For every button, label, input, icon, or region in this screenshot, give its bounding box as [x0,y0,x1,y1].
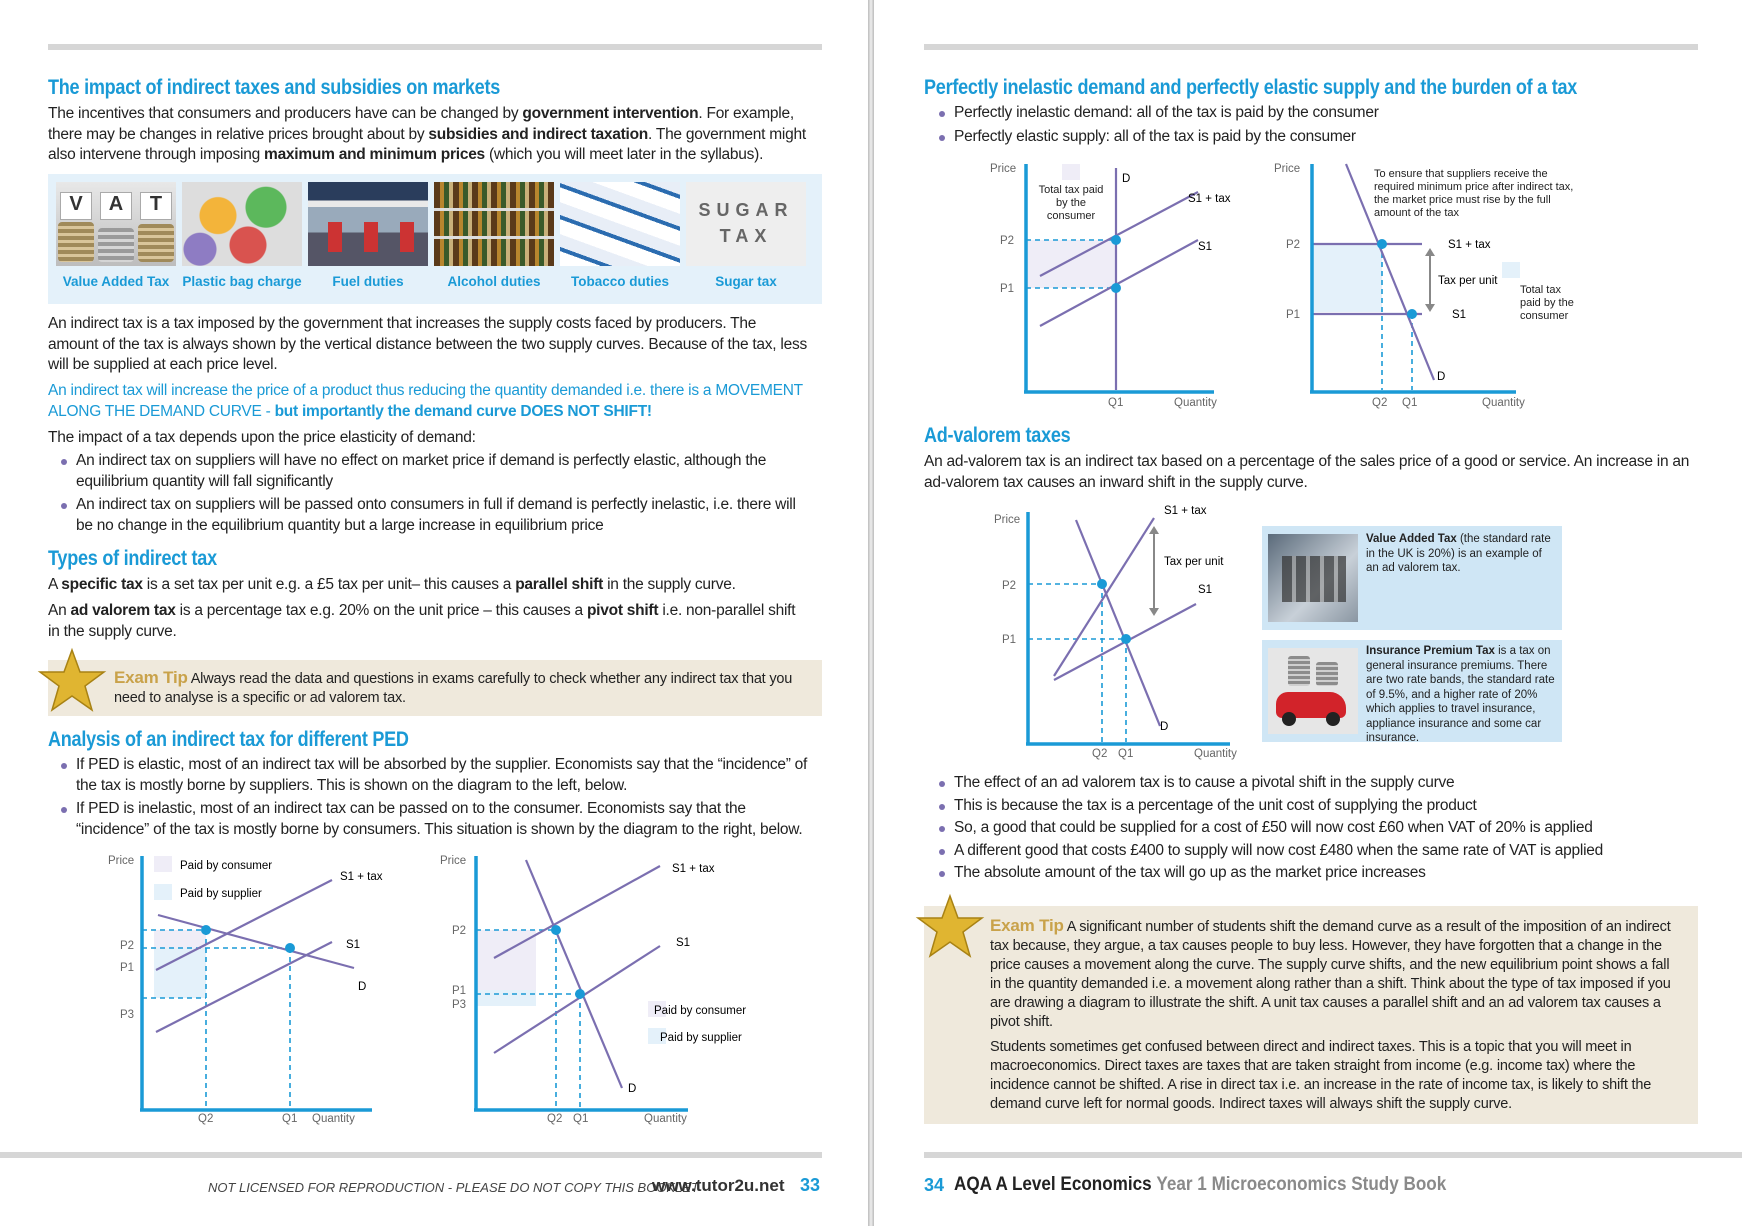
svg-text:S1 + tax: S1 + tax [1188,193,1231,205]
vat-info-box [1262,526,1562,630]
caption-plastic-bag: Plastic bag charge [182,274,302,289]
sugar-tile [686,182,806,302]
star-icon [38,648,106,716]
tobacco-tile [560,182,680,302]
chart-note: To ensure that suppliers receive the required minimum price after indirect tax, the market price must rise by the full amount of the tax [1374,168,1574,219]
impact-bullets [58,451,798,539]
heading-analysis-ped: Analysis of an indirect tax for different PED [48,728,409,751]
svg-text:D: D [358,981,367,993]
heading-impact-indirect-taxes: The impact of indirect taxes and subsidies on markets [48,76,501,99]
toy-car-coins-image [1268,648,1358,734]
legend-supplier-label: Paid by supplier [180,888,262,900]
svg-text:S1: S1 [1452,309,1467,321]
page-number: 33 [800,1175,821,1195]
sugar-tax-cubes-image: SUGAR TAX [686,182,806,266]
insurance-premium-tax-box [1262,640,1562,742]
svg-text:Tax per unit: Tax per unit [1164,556,1224,568]
legend-supplier-swatch [154,884,172,900]
ped-bullets [58,755,818,843]
paid-by-consumer-area [154,930,206,948]
svg-text:P1: P1 [452,985,467,997]
right-page [874,0,1742,1226]
caption-alcohol: Alcohol duties [447,274,541,289]
svg-text:P1: P1 [1000,283,1015,295]
perfectly-elastic-supply-diagram: Price To ensure that suppliers receive the required minimum price after indirect tax, the market price must rise by the full amount of the tax S1 + tax Tax per unit S1 Total tax paid by the consumer D P2 P1 Q2 Q1 Quantity [1274,158,1574,414]
svg-text:S1 + tax: S1 + tax [1164,505,1207,517]
exam-tip-text: Exam Tip A significant number of students shift the demand curve as a result of the imposition of an indirect tax because, they argue, a tax causes people to buy less. However, they have forgotten that a change in the price causes a movement along the curve. The supply curve shifts, and the new equilibrium point shows a fall in the quantity demanded i.e. a movement along rather than a shift. Think about the type of tax imposed if you are drawing a diagram to illustrate the shift. A unit tax causes a parallel shift and an ad valorem tax causes a pivot shift. [990,916,1671,1030]
svg-text:P2: P2 [1286,239,1301,251]
svg-text:P3: P3 [120,1009,135,1021]
svg-text:S1: S1 [676,937,691,949]
left-page [0,0,868,1226]
bottom-rule [924,1152,1742,1158]
total-tax-swatch [1062,164,1080,180]
legend-consumer-label: Paid by consumer [654,1005,747,1017]
svg-text:P2: P2 [1000,235,1015,247]
movement-along-demand-note: An indirect tax will increase the price of a product thus reducing the quantity demanded i.e. there is a MOVEMENT ALONG THE DEMAND CURVE - but importantly the demand curve DOES NOT SHIFT! [48,382,803,420]
bullet-item: An indirect tax on suppliers will be passed onto consumers in full if demand is perfectly inelastic, i.e. there will be no change in the equilibrium quantity but a large increase in equilibrium price [58,495,798,536]
plastic-bags-image [182,182,302,266]
svg-text:Quantity: Quantity [1482,397,1525,409]
total-tax-area [1026,240,1116,288]
exam-tip-text-2: Students sometimes get confused between direct and indirect taxes. This is a topic that you will meet in macroeconomics. Direct taxes are taxes that are taken straight from income (e.g. income tax) where the incidence cannot be shifted. A rise in direct tax i.e. an increase in the rate of income tax, is likely to shift the demand curve left for normal goods. Indirect taxes will always shift the supply curve. [990,1039,1652,1112]
footer-notice: NOT LICENSED FOR REPRODUCTION - PLEASE DO NOT COPY THIS BOOKLET [208,1180,699,1195]
svg-text:S1 + tax: S1 + tax [340,871,383,883]
burden-bullets [936,103,1696,150]
caption-fuel: Fuel duties [332,274,404,289]
bullet-item: An indirect tax on suppliers will have no effect on market price if demand is perfectly elastic, although the equilibrium quantity will fall significantly [58,451,798,492]
svg-text:Q1: Q1 [282,1113,298,1125]
bullet-item: If PED is elastic, most of an indirect tax will be absorbed by the supplier. Economists say that the “incidence” of the tax is mostly borne by suppliers. This is shown on the diagram to the left, below. [58,755,818,796]
bullet-item: If PED is inelastic, most of an indirect tax can be passed on to the consumer. Economists say that the “incidence” of the tax is mostly borne by consumers. This situation is shown by the diagram to the right, below. [58,799,818,840]
bullet-item: This is because the tax is a percentage of the unit cost of supplying the product [936,796,1696,817]
legend-supplier-label: Paid by supplier [660,1032,742,1044]
svg-text:Quantity: Quantity [644,1113,687,1125]
svg-text:Price: Price [994,514,1021,526]
svg-text:D: D [628,1083,637,1095]
svg-text:S1: S1 [346,939,361,951]
star-icon [916,894,984,962]
alcohol-tile [434,182,554,302]
svg-text:Q1: Q1 [573,1113,589,1125]
svg-text:Price: Price [990,163,1017,175]
tax-examples-image-strip [48,174,822,304]
svg-text:Quantity: Quantity [1174,397,1217,409]
ad-valorem-paragraph: An ad-valorem tax is an indirect tax based on a percentage of the sales price of a good or service. An increase in an ad-valorem tax causes an inward shift in the supply curve. [924,453,1690,491]
heading-perfectly-inelastic: Perfectly inelastic demand and perfectly elastic supply and the burden of a tax [924,76,1578,99]
paid-by-supplier-area [476,990,536,1006]
ad-valorem-diagram [988,500,1258,766]
alcohol-shelves-image [434,182,554,266]
bullet-item: So, a good that could be supplied for a cost of £50 will now cost £60 when VAT of 20% is applied [936,818,1696,839]
bullet-item: The effect of an ad valorem tax is to cause a pivotal shift in the supply curve [936,773,1696,794]
intro-paragraph: The incentives that consumers and producers have can be changed by government intervention. For example, there may be changes in relative prices brought about by subsidies and indirect taxation. The government might also intervene through imposing maximum and minimum prices (which you will meet later in the syllabus). [48,105,806,163]
svg-text:Q1: Q1 [1402,397,1418,409]
bullet-item: Perfectly inelastic demand: all of the tax is paid by the consumer [936,103,1696,124]
svg-text:P1: P1 [120,962,135,974]
top-rule [48,44,822,50]
svg-text:S1: S1 [1198,241,1213,253]
bullet-item: A different good that costs £400 to supply will now cost £480 when the same rate of VAT is applied [936,841,1696,862]
total-tax-swatch [1502,262,1520,278]
specific-tax-line: A specific tax is a set tax per unit e.g. a £5 tax per unit– this causes a parallel shift in the supply curve. [48,576,736,593]
heading-ad-valorem: Ad-valorem taxes [924,424,1071,447]
bullet-item: Perfectly elastic supply: all of the tax is paid by the consumer [936,127,1696,148]
perfectly-inelastic-demand-diagram: Price Total tax paid by the consumer D S1 + tax S1 P2 P1 Q1 Quantity [990,163,1231,409]
svg-text:P2: P2 [452,925,467,937]
bullet-item: The absolute amount of the tax will go up as the market price increases [936,863,1696,884]
svg-text:Q1: Q1 [1108,397,1124,409]
svg-text:Q2: Q2 [1372,397,1388,409]
insurance-info-text: Insurance Premium Tax is a tax on general insurance premiums. There are two rate bands, the standard rate of 9.5%, and a higher rate of 20% which applies to travel insurance, appliance insurance and some car insurance. [1366,645,1555,744]
svg-text:S1 + tax: S1 + tax [1448,239,1491,251]
caption-tobacco: Tobacco duties [570,274,669,289]
vat-coins-image: V A T [56,182,176,266]
heading-types-of-indirect-tax: Types of indirect tax [48,547,217,570]
paid-by-supplier-area [154,948,206,998]
svg-text:P2: P2 [1002,580,1017,592]
ad-valorem-tax-line: An ad valorem tax is a percentage tax e.g. 20% on the unit price – this causes a pivot shift i.e. non-parallel shift in the supply curve. [48,602,796,640]
vat-tile [56,182,176,302]
s1-tax-curve [494,866,660,958]
calculator-image [1268,534,1358,622]
svg-text:D: D [1437,371,1446,383]
svg-text:P3: P3 [452,999,467,1011]
exam-tip-box [924,906,1698,1124]
exam-tip-box [48,660,822,716]
svg-text:Tax per unit: Tax per unit [1438,275,1498,287]
legend-consumer-swatch [154,856,172,872]
bottom-rule [0,1152,822,1158]
svg-text:Price: Price [1274,163,1301,175]
svg-text:Price: Price [440,855,467,867]
top-rule [924,44,1698,50]
svg-text:D: D [1160,721,1169,733]
svg-text:Quantity: Quantity [312,1113,355,1125]
caption-vat: Value Added Tax [62,274,170,289]
svg-text:Quantity: Quantity [1194,748,1237,760]
svg-text:D: D [1122,173,1131,185]
svg-text:Q2: Q2 [1092,748,1108,760]
svg-text:Q2: Q2 [547,1113,563,1125]
petrol-station-image [308,182,428,266]
svg-text:P1: P1 [1002,634,1017,646]
legend-consumer-label: Paid by consumer [180,860,273,872]
page-number: 34 [924,1175,945,1195]
exam-tip-text: Exam Tip Always read the data and questions in exams carefully to check whether any indirect tax that you need to analyse is a specific or ad valorem tax. [114,668,793,706]
svg-text:P2: P2 [120,940,135,952]
svg-text:Q2: Q2 [198,1113,214,1125]
vat-info-text: Value Added Tax (the standard rate in the UK is 20%) is an example of an ad valorem tax. [1366,533,1551,574]
svg-text:Price: Price [108,855,135,867]
svg-text:S1 + tax: S1 + tax [672,863,715,875]
cigarette-packs-image [560,182,680,266]
caption-sugar: Sugar tax [715,274,777,289]
svg-text:Q1: Q1 [1118,748,1134,760]
indirect-tax-definition: An indirect tax is a tax imposed by the government that increases the supply costs faced by producers. The amount of the tax is always shown by the vertical distance between the two supply curves. Because of the tax, less will be supplied at each price level. [48,315,807,373]
footer-url[interactable]: www.tutor2u.net [652,1176,785,1195]
inelastic-demand-diagram [434,848,747,1132]
fuel-tile [308,182,428,302]
svg-text:P1: P1 [1286,309,1301,321]
impact-intro: The impact of a tax depends upon the price elasticity of demand: [48,429,476,446]
svg-text:S1: S1 [1198,584,1213,596]
elastic-demand-diagram [100,848,400,1132]
total-tax-area [1312,244,1382,312]
book-title: AQA A Level Economics Year 1 Microeconomics Study Book [954,1174,1447,1195]
ad-valorem-bullets [936,773,1696,886]
plastic-bag-tile [182,182,302,302]
